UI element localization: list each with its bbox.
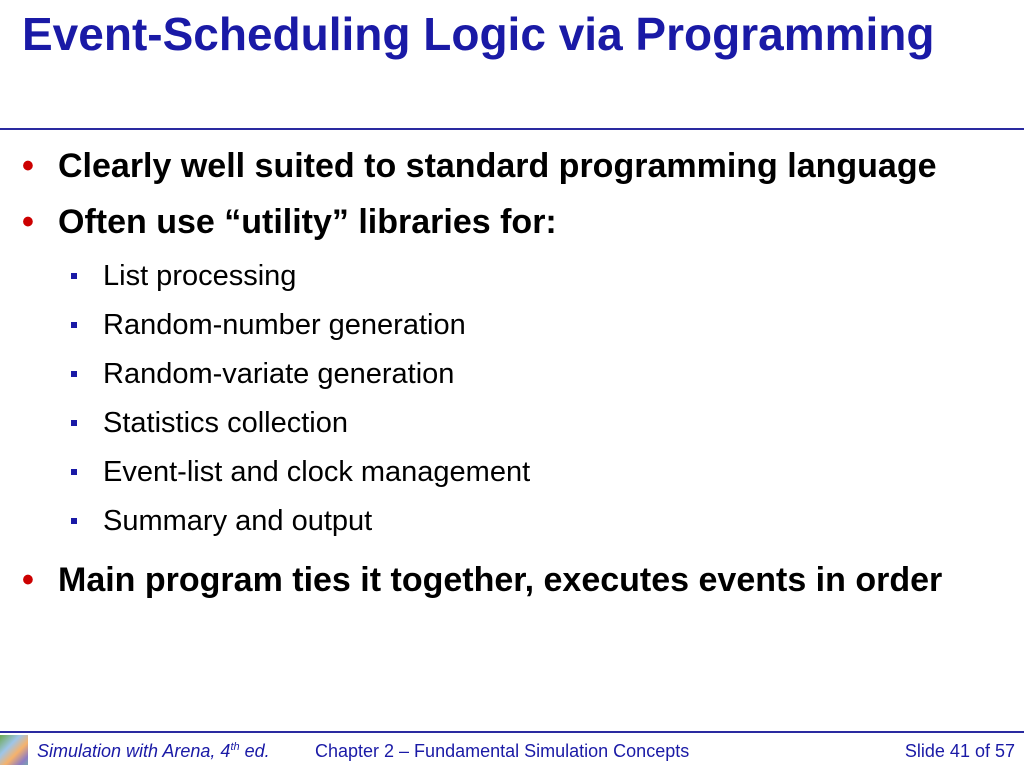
footer-book-prefix: Simulation with Arena, 4 — [37, 741, 231, 761]
bullet-dot-icon: • — [22, 561, 34, 599]
square-bullet-icon — [71, 469, 77, 475]
footer-chapter: Chapter 2 – Fundamental Simulation Concepts — [315, 741, 690, 761]
sub-bullet-text: Random-number generation — [103, 309, 466, 341]
bullet-text: Clearly well suited to standard programming language — [58, 147, 937, 185]
bullet-item — [0, 198, 1024, 246]
sub-bullet-text: Summary and output — [103, 505, 373, 537]
square-bullet-icon — [71, 518, 77, 524]
sub-bullet-text: List processing — [103, 260, 297, 292]
bullet-item — [0, 142, 1024, 190]
bullet-dot-icon: • — [22, 203, 34, 241]
bullet-item — [0, 556, 1024, 604]
footer-book-sup: th — [230, 741, 240, 753]
sub-bullet-text: Event-list and clock management — [103, 456, 531, 488]
square-bullet-icon — [71, 273, 77, 279]
footer-slide-number: Slide 41 of 57 — [904, 741, 1015, 761]
footer-book-title — [37, 741, 270, 762]
sub-bullet-item — [0, 497, 1024, 546]
sub-bullet-item — [0, 301, 1024, 350]
slide-content — [0, 142, 1024, 604]
slide-footer — [0, 733, 1024, 768]
bullet-dot-icon: • — [22, 147, 34, 185]
sub-bullet-item — [0, 350, 1024, 399]
square-bullet-icon — [71, 420, 77, 426]
sub-bullet-item — [0, 252, 1024, 301]
footer-book-suffix: ed. — [239, 741, 270, 761]
bullet-text: Often use “utility” libraries for: — [58, 203, 557, 241]
sub-bullet-item — [0, 448, 1024, 497]
sub-bullet-list — [0, 252, 1024, 546]
sub-bullet-text: Statistics collection — [103, 407, 348, 439]
sub-bullet-item — [0, 399, 1024, 448]
square-bullet-icon — [71, 322, 77, 328]
sub-bullet-text: Random-variate generation — [103, 358, 455, 390]
slide-title: Event-Scheduling Logic via Programming — [22, 8, 935, 60]
title-divider — [0, 128, 1024, 130]
bullet-text: Main program ties it together, executes events in order — [58, 561, 943, 599]
arena-logo-icon — [0, 735, 28, 765]
square-bullet-icon — [71, 371, 77, 377]
